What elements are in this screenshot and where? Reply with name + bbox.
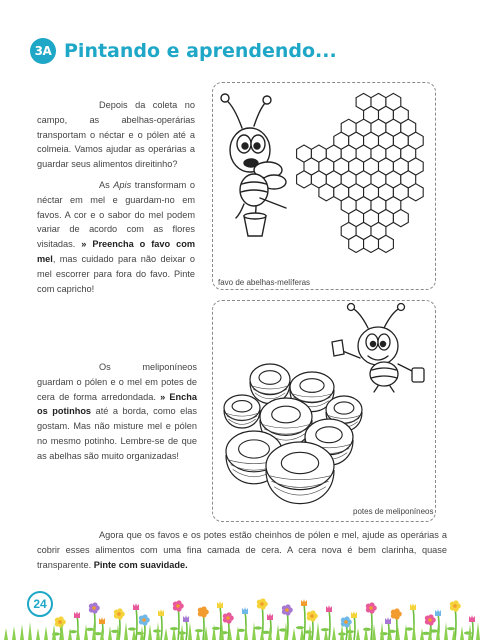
- grass-blade: [212, 624, 216, 640]
- apis-paragraph: As Apis transformam o néctar em mel e guardam-no em favos. A cor e o sabor do mel podem variar de acordo com as flores visitadas. » Preencha o favo com mel, mas cuidado para não deixar o mel escorrer para fora do favo. Pinte com capricho!: [37, 180, 195, 294]
- grass-blade: [236, 626, 240, 640]
- grass-blade: [44, 626, 48, 640]
- honeycomb-cell: [408, 184, 423, 201]
- grass-blade: [244, 624, 248, 640]
- grass-blade: [332, 626, 336, 640]
- grass-blade: [12, 626, 16, 640]
- grass-blade: [108, 626, 112, 640]
- wax-pot: [224, 395, 260, 428]
- honeycomb-caption: favo de abelhas-melíferas: [218, 278, 311, 287]
- grass-blade: [476, 622, 480, 640]
- grass-blade: [188, 622, 192, 640]
- intro-paragraph: Depois da coleta no campo, as abelhas-operárias transportam o néctar e o pólen até a colmeia. Vamos ajudar as operárias a guardar seus alimentos direitinho?: [37, 100, 195, 170]
- grass-blade: [28, 622, 32, 640]
- honeycomb-cell: [349, 235, 364, 252]
- wax-pots-drawing: [214, 360, 374, 510]
- bee-with-bucket-icon: [214, 88, 302, 238]
- grass-blade: [412, 622, 416, 640]
- grass-blade: [444, 622, 448, 640]
- grass-blade: [252, 622, 256, 640]
- grass-blade: [36, 628, 40, 640]
- pots-caption: potes de meliponíneos: [353, 507, 434, 516]
- grass-blade: [52, 624, 56, 640]
- grass-blade: [124, 622, 128, 640]
- flower-border-decoration: [0, 576, 480, 640]
- honeycomb-cell: [364, 235, 379, 252]
- activity-badge: 3A: [30, 38, 56, 64]
- honeycomb-cell: [297, 171, 312, 188]
- instruction-fill-honeycomb: » Preencha o favo com mel: [37, 239, 195, 264]
- grass-blade: [292, 628, 296, 640]
- grass-blade: [20, 624, 24, 640]
- wax-pot: [266, 442, 334, 504]
- grass-blade: [276, 624, 280, 640]
- page-title: Pintando e aprendendo...: [64, 40, 337, 62]
- wax-paragraph: Agora que os favos e os potes estão cheinhos de pólen e mel, ajude as operárias a cobrir esses alimentos com uma fina camada de cera. A cera nova é bem clarinha, quase transparente. Pinte com suavidade.: [37, 530, 447, 570]
- grass-blade: [164, 628, 168, 640]
- honeycomb-cell: [379, 235, 394, 252]
- instruction-fill-pots: » Encha os potinhos: [37, 391, 198, 417]
- honeycomb-drawing: [294, 92, 434, 276]
- grass-blade: [404, 624, 408, 640]
- grass-blade: [460, 626, 464, 640]
- page-number: 24: [27, 591, 53, 617]
- meliponine-paragraph: Os meliponíneos guardam o pólen e o mel em potes de cera de forma arredondada. » Encha os potinhos até a borda, como elas gostam. Mas não misture mel e pólen no mesmo potinho. Lembre-se de que as abelhas são muito organizadas!: [37, 362, 198, 461]
- page-header: [30, 38, 337, 64]
- instruction-paint-softly: Pinte com suavidade.: [93, 559, 188, 570]
- grass-blade: [76, 626, 80, 640]
- grass-blade: [380, 622, 384, 640]
- grass-blade: [84, 624, 88, 640]
- honeycomb-cell: [393, 210, 408, 227]
- grass-blade: [4, 628, 8, 640]
- grass-blade: [316, 622, 320, 640]
- grass-blade: [148, 624, 152, 640]
- grass-blade: [68, 628, 72, 640]
- honeycomb-cell: [319, 184, 334, 201]
- grass-blade: [356, 628, 360, 640]
